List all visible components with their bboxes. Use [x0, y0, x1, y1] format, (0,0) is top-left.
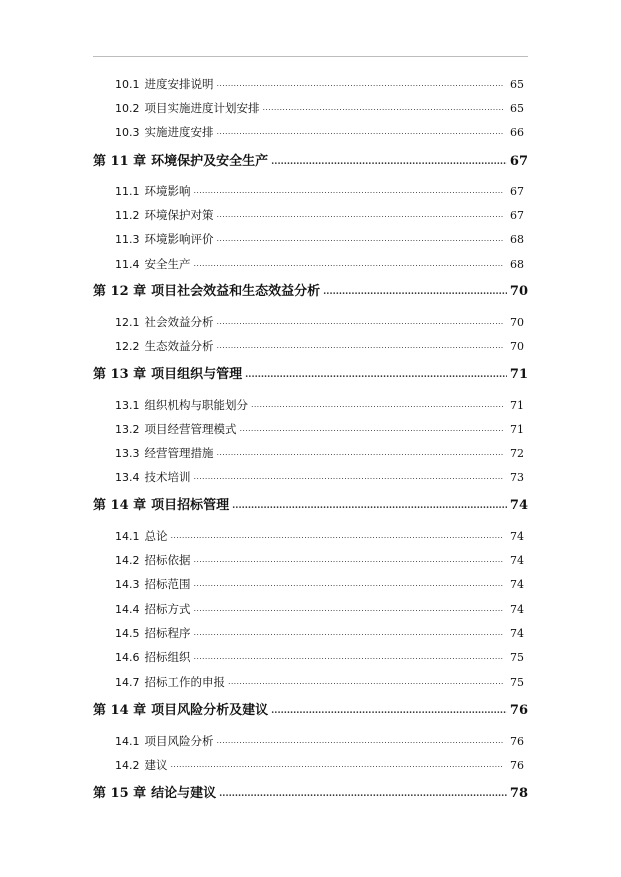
dot-leader: [171, 756, 504, 768]
toc-entry-number: 12.2: [115, 340, 140, 353]
dot-leader: [217, 206, 504, 218]
dot-leader: [271, 153, 507, 167]
toc-chapter-number: 第 13 章: [93, 367, 147, 382]
toc-entry-page: 71: [510, 399, 524, 412]
toc-entry-10-1[interactable]: [115, 76, 524, 92]
dot-leader: [194, 624, 504, 636]
toc-entry-number: 13.2: [115, 423, 140, 436]
dot-leader: [240, 420, 504, 432]
toc-entry-page: 67: [510, 209, 524, 222]
toc-chapter-number: 第 11 章: [93, 154, 147, 169]
toc-entry-13-3[interactable]: [115, 445, 524, 461]
toc-entry-page: 65: [510, 102, 524, 115]
dot-leader: [217, 732, 504, 744]
toc-entry-number: 13.4: [115, 471, 140, 484]
toc-entry-title: 组织机构与职能划分: [144, 398, 248, 412]
toc-entry-page: 70: [510, 340, 524, 353]
toc-entry-14-1-risk[interactable]: [115, 733, 524, 749]
toc-entry-12-1[interactable]: [115, 314, 524, 330]
toc-entry-number: 13.1: [115, 399, 140, 412]
toc-entry-title: 招标范围: [144, 577, 191, 591]
toc-chapter-page: 74: [509, 498, 528, 513]
dot-leader: [194, 648, 504, 660]
dot-leader: [194, 575, 504, 587]
toc-entry-title: 安全生产: [144, 257, 191, 271]
toc-entry-title: 经营管理措施: [144, 446, 214, 460]
toc-entry-number: 14.3: [115, 578, 140, 591]
dot-leader: [194, 468, 504, 480]
toc-entry-number: 12.1: [115, 316, 140, 329]
toc-entry-title: 招标组织: [144, 650, 191, 664]
toc-entry-number: 11.1: [115, 185, 140, 198]
dot-leader: [217, 123, 504, 135]
toc-entry-title: 项目实施进度计划安排: [144, 101, 260, 115]
dot-leader: [194, 551, 504, 563]
toc-chapter-14[interactable]: [93, 494, 528, 512]
toc-entry-title: 生态效益分析: [144, 339, 214, 353]
toc-entry-page: 74: [510, 627, 524, 640]
toc-entry-page: 73: [510, 471, 524, 484]
dot-leader: [217, 444, 504, 456]
toc-entry-13-2[interactable]: [115, 421, 524, 437]
dot-leader: [217, 230, 504, 242]
toc-entry-page: 65: [510, 78, 524, 91]
header-rule: [93, 56, 528, 57]
toc-entry-11-3[interactable]: [115, 231, 524, 247]
toc-entry-number: 11.2: [115, 209, 140, 222]
toc-entry-page: 68: [510, 258, 524, 271]
toc-chapter-title: 项目风险分析及建议: [151, 703, 269, 718]
toc-entry-13-1[interactable]: [115, 397, 524, 413]
toc-entry-title: 项目风险分析: [144, 734, 214, 748]
toc-entry-page: 70: [510, 316, 524, 329]
toc-entry-14-3[interactable]: [115, 576, 524, 592]
dot-leader: [263, 99, 504, 111]
dot-leader: [217, 337, 504, 349]
dot-leader: [171, 527, 504, 539]
toc-entry-number: 10.2: [115, 102, 140, 115]
toc-entry-number: 14.4: [115, 603, 140, 616]
toc-entry-page: 76: [510, 759, 524, 772]
toc-entry-page: 72: [510, 447, 524, 460]
toc-entry-title: 实施进度安排: [144, 125, 214, 139]
toc-chapter-title: 环境保护及安全生产: [151, 154, 269, 169]
toc-entry-title: 招标工作的申报: [144, 675, 225, 689]
toc-chapter-12[interactable]: [93, 280, 528, 298]
toc-entry-title: 招标程序: [144, 626, 191, 640]
toc-entry-10-3[interactable]: [115, 124, 524, 140]
toc-entry-11-1[interactable]: [115, 183, 524, 199]
toc-entry-14-1[interactable]: [115, 528, 524, 544]
toc-entry-14-6[interactable]: [115, 649, 524, 665]
toc-chapter-page: 76: [509, 703, 528, 718]
toc-entry-title: 环境保护对策: [144, 208, 214, 222]
toc-entry-number: 11.4: [115, 258, 140, 271]
toc-chapter-page: 70: [509, 284, 528, 299]
toc-entry-number: 14.6: [115, 651, 140, 664]
toc-entry-14-5[interactable]: [115, 625, 524, 641]
toc-entry-11-2[interactable]: [115, 207, 524, 223]
toc-entry-number: 14.1: [115, 530, 140, 543]
toc-entry-11-4[interactable]: [115, 256, 524, 272]
toc-entry-number: 11.3: [115, 233, 140, 246]
toc-entry-title: 项目经营管理模式: [144, 422, 237, 436]
toc-chapter-page: 71: [509, 367, 528, 382]
toc-entry-title: 总论: [144, 529, 168, 543]
dot-leader: [219, 785, 507, 799]
toc-chapter-15[interactable]: [93, 782, 528, 800]
toc-entry-title: 环境影响: [144, 184, 191, 198]
dot-leader: [194, 600, 504, 612]
dot-leader: [194, 255, 504, 267]
toc-entry-title: 社会效益分析: [144, 315, 214, 329]
toc-entry-title: 招标方式: [144, 602, 191, 616]
toc-entry-12-2[interactable]: [115, 338, 524, 354]
toc-entry-number: 14.5: [115, 627, 140, 640]
toc-chapter-13[interactable]: [93, 363, 528, 381]
dot-leader: [251, 396, 503, 408]
toc-entry-page: 75: [510, 676, 524, 689]
dot-leader: [232, 497, 507, 511]
toc-chapter-number: 第 14 章: [93, 498, 147, 513]
toc-chapter-14-risk[interactable]: [93, 699, 528, 717]
dot-leader: [323, 283, 507, 297]
toc-chapter-title: 项目组织与管理: [151, 367, 243, 382]
toc-entry-14-2-suggestion[interactable]: [115, 757, 524, 773]
toc-entry-title: 环境影响评价: [144, 232, 214, 246]
toc-entry-page: 75: [510, 651, 524, 664]
toc-entry-page: 66: [510, 126, 524, 139]
toc-chapter-number: 第 12 章: [93, 284, 147, 299]
toc-chapter-page: 78: [509, 786, 528, 801]
toc-entry-number: 14.7: [115, 676, 140, 689]
toc-entry-page: 74: [510, 603, 524, 616]
toc-entry-page: 67: [510, 185, 524, 198]
toc-entry-title: 技术培训: [144, 470, 191, 484]
toc-chapter-number: 第 14 章: [93, 703, 147, 718]
toc-entry-page: 76: [510, 735, 524, 748]
toc-chapter-title: 项目社会效益和生态效益分析: [151, 284, 321, 299]
toc-entry-10-2[interactable]: [115, 100, 524, 116]
toc-entry-page: 71: [510, 423, 524, 436]
toc-entry-title: 建议: [144, 758, 168, 772]
toc-entry-page: 74: [510, 578, 524, 591]
dot-leader: [245, 366, 507, 380]
toc-entry-page: 74: [510, 554, 524, 567]
toc-entry-number: 14.2: [115, 554, 140, 567]
toc-chapter-title: 结论与建议: [151, 786, 217, 801]
dot-leader: [228, 673, 503, 685]
toc-entry-number: 14.1: [115, 735, 140, 748]
toc-chapter-page: 67: [509, 154, 528, 169]
toc-chapter-11[interactable]: [93, 150, 528, 168]
toc-entry-number: 13.3: [115, 447, 140, 460]
toc-entry-14-7[interactable]: [115, 674, 524, 690]
dot-leader: [194, 182, 504, 194]
toc-entry-14-4[interactable]: [115, 601, 524, 617]
toc-entry-number: 10.3: [115, 126, 140, 139]
toc-chapter-title: 项目招标管理: [151, 498, 230, 513]
toc-entry-number: 14.2: [115, 759, 140, 772]
dot-leader: [217, 75, 504, 87]
toc-entry-title: 进度安排说明: [144, 77, 214, 91]
toc-chapter-number: 第 15 章: [93, 786, 147, 801]
toc-entry-number: 10.1: [115, 78, 140, 91]
dot-leader: [217, 313, 504, 325]
dot-leader: [271, 702, 507, 716]
toc-entry-page: 74: [510, 530, 524, 543]
toc-entry-page: 68: [510, 233, 524, 246]
toc-entry-title: 招标依据: [144, 553, 191, 567]
toc-entry-14-2[interactable]: [115, 552, 524, 568]
toc-entry-13-4[interactable]: [115, 469, 524, 485]
